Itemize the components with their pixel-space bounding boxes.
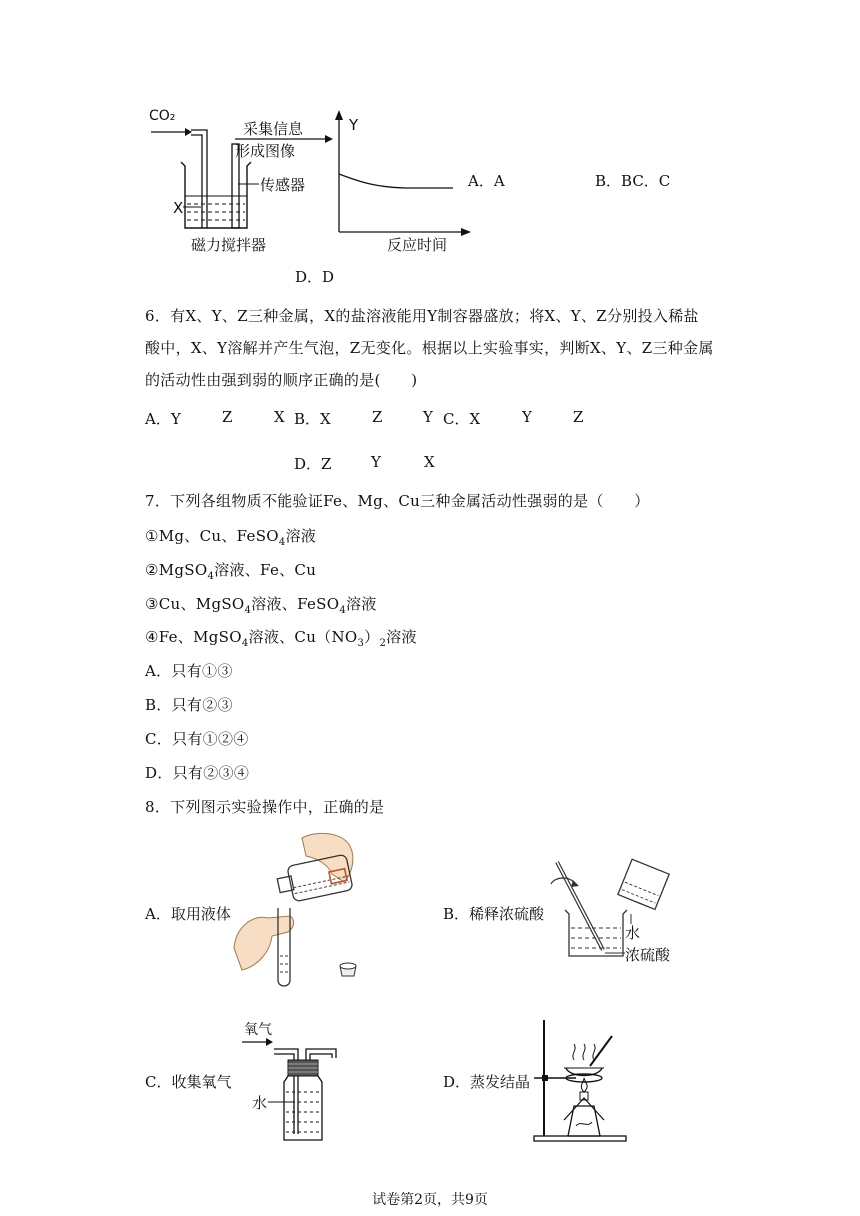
- q7-item-1: ①Mg、Cu、FeSO$_4$溶液: [145, 527, 317, 548]
- page-footer: 试卷第2页，共9页: [372, 1192, 488, 1208]
- water-label-b: 水: [625, 924, 641, 942]
- q6-option-a-1: A．Y: [145, 410, 181, 428]
- q6-option-c-3: Z: [573, 408, 584, 426]
- q8-option-c: C．收集氧气: [145, 1073, 232, 1091]
- graph-curve: [339, 174, 453, 188]
- q7-stem: 7．下列各组物质不能验证Fe、Mg、Cu三种金属活动性强弱的是（ ）: [145, 492, 650, 510]
- water-label-c: 水: [252, 1094, 268, 1112]
- q6-option-c-1: C．X: [443, 410, 481, 428]
- q8-option-b: B．稀释浓硫酸: [443, 905, 545, 923]
- q7-item-4: ④Fe、MgSO$_4$溶液、$Cu(NO_3)_2$溶液: [145, 628, 417, 649]
- q6-stem-line3: 的活动性由强到弱的顺序正确的是( ): [145, 371, 418, 389]
- q6-option-d-3: X: [424, 453, 435, 471]
- q6-option-d-2: Y: [371, 453, 381, 471]
- q8-stem: 8．下列图示实验操作中，正确的是: [145, 798, 385, 816]
- q6-option-b-1: B．X: [294, 410, 331, 428]
- co2-label: CO₂: [149, 108, 176, 124]
- q8-option-a: A．取用液体: [145, 905, 231, 923]
- q7-item-3: ③Cu、MgSO$_4$溶液、FeSO$_4$溶液: [145, 595, 377, 616]
- collect-label-1: 采集信息: [243, 120, 304, 138]
- q6-stem-line1: 6．有X、Y、Z三种金属，X的盐溶液能用Y制容器盛放；将X、Y、Z分别投入稀盐: [145, 307, 699, 325]
- q6-option-b-2: Z: [372, 408, 383, 426]
- sensor-label: 传感器: [260, 176, 306, 194]
- q8-figure-a-pour-liquid: [232, 828, 372, 993]
- q7-option-b: B．只有②③: [145, 696, 233, 714]
- q6-option-a-2: Z: [222, 408, 233, 426]
- stirrer-label: 磁力搅拌器: [191, 236, 267, 254]
- q7-option-a: A．只有①③: [145, 662, 233, 680]
- q7-item-2: ②MgSO$_4$溶液、Fe、Cu: [145, 561, 317, 582]
- q8-figure-b-dilute-acid: [545, 858, 685, 968]
- q7-option-d: D．只有②③④: [145, 764, 250, 782]
- x-solution-label: X: [173, 199, 184, 217]
- collect-label-2: 形成图像: [235, 142, 296, 160]
- x-axis-label: 反应时间: [387, 236, 448, 254]
- q5-option-a: A．A: [468, 172, 505, 190]
- y-axis-label: Y: [349, 116, 359, 134]
- q8-figure-c-collect-oxygen: [240, 1016, 340, 1144]
- q6-stem-line2: 酸中，X、Y溶解并产生气泡，Z无变化。根据以上实验事实，判断X、Y、Z三种金属: [145, 339, 714, 357]
- oxygen-label: 氧气: [244, 1022, 272, 1038]
- q6-option-d-1: D．Z: [294, 455, 332, 473]
- acid-label: 浓硫酸: [625, 946, 671, 964]
- q6-option-b-3: Y: [423, 408, 433, 426]
- q6-option-c-2: Y: [522, 408, 532, 426]
- q6-option-a-3: X: [274, 408, 285, 426]
- q5-apparatus-figure: [145, 100, 475, 260]
- q5-option-d: D．D: [295, 268, 335, 286]
- q8-figure-d-evaporation: [530, 1016, 630, 1144]
- q5-option-bc: B．BC．C: [595, 172, 671, 190]
- q7-option-c: C．只有①②④: [145, 730, 249, 748]
- q8-option-d: D．蒸发结晶: [443, 1073, 531, 1091]
